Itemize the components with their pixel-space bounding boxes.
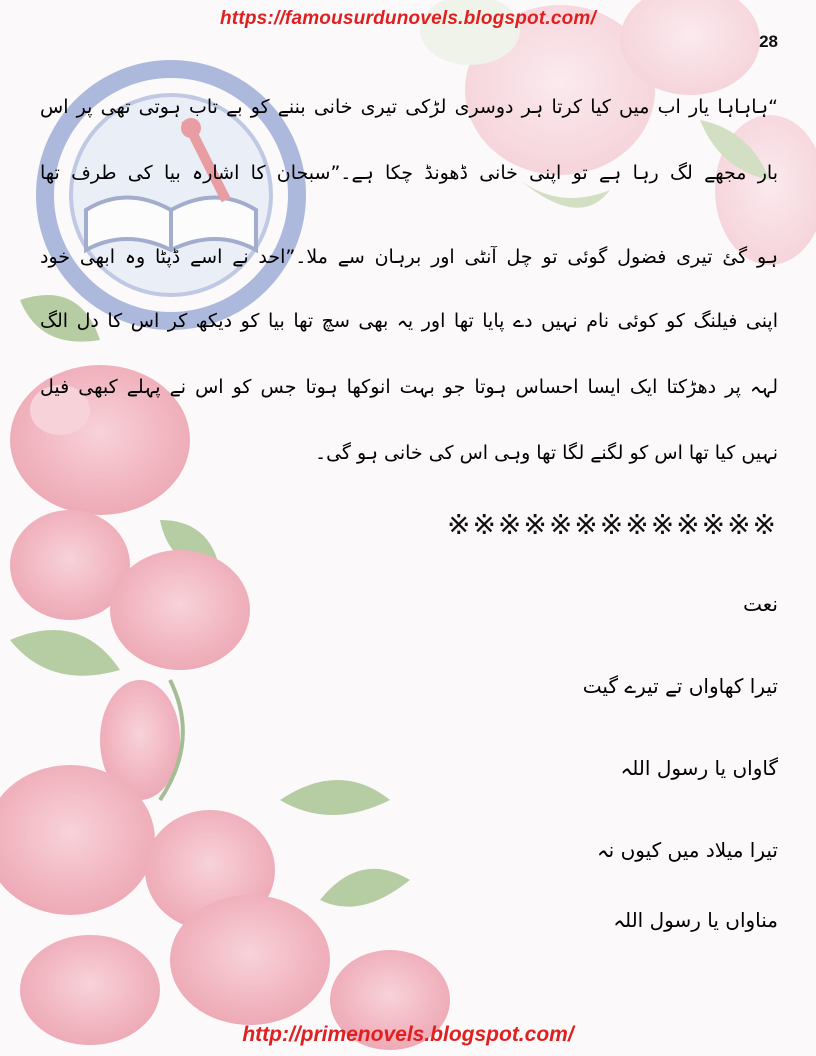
footer-url[interactable]: http://primenovels.blogspot.com/ (242, 1023, 574, 1046)
verse-line-2: گاواں یا رسول اللہ (620, 756, 778, 780)
paragraph-line-1: “ہاہاہا یار اب میں کیا کرتا ہر دوسری لڑکی تیری خانی بننے کو بے تاب ہوتی تھی پر اس (40, 96, 778, 118)
paragraph-line-6: نہیں کیا تھا اس کو لگنے لگا تھا وہی اس کی خانی ہو گی۔ (314, 442, 778, 464)
verse-line-4: مناواں یا رسول اللہ (613, 908, 778, 932)
section-divider: ※※※※※※※※※※※※※ (447, 508, 778, 541)
paragraph-line-2: بار مجھے لگ رہا ہے تو اپنی خانی ڈھونڈ چکا ہے۔”سبحان کا اشارہ بیا کی طرف تھا (40, 162, 778, 184)
paragraph-line-5: لہہ پر دھڑکتا ایک ایسا احساس ہوتا جو بہت انوکھا ہوتا جس کو اس نے پہلے کبھی فیل (40, 376, 778, 398)
paragraph-line-3: ہو گئ تیری فضول گوئی تو چل آنٹی اور برہان سے ملا۔”احد نے اسے ڈپٹا وہ ابھی خود (40, 246, 778, 268)
verse-line-3: تیرا میلاد میں کیوں نہ (596, 838, 778, 862)
verse-line-1: تیرا کھاواں تے تیرے گیت (582, 674, 778, 698)
header-url[interactable]: https://famousurdunovels.blogspot.com/ (220, 8, 596, 29)
page-number: 28 (759, 32, 778, 51)
naat-title: نعت (743, 592, 778, 616)
paragraph-line-4: اپنی فیلنگ کو کوئی نام نہیں دے پایا تھا اور یہ بھی سچ تھا بیا کو دیکھ کر اس کا دل الگ (40, 310, 778, 332)
